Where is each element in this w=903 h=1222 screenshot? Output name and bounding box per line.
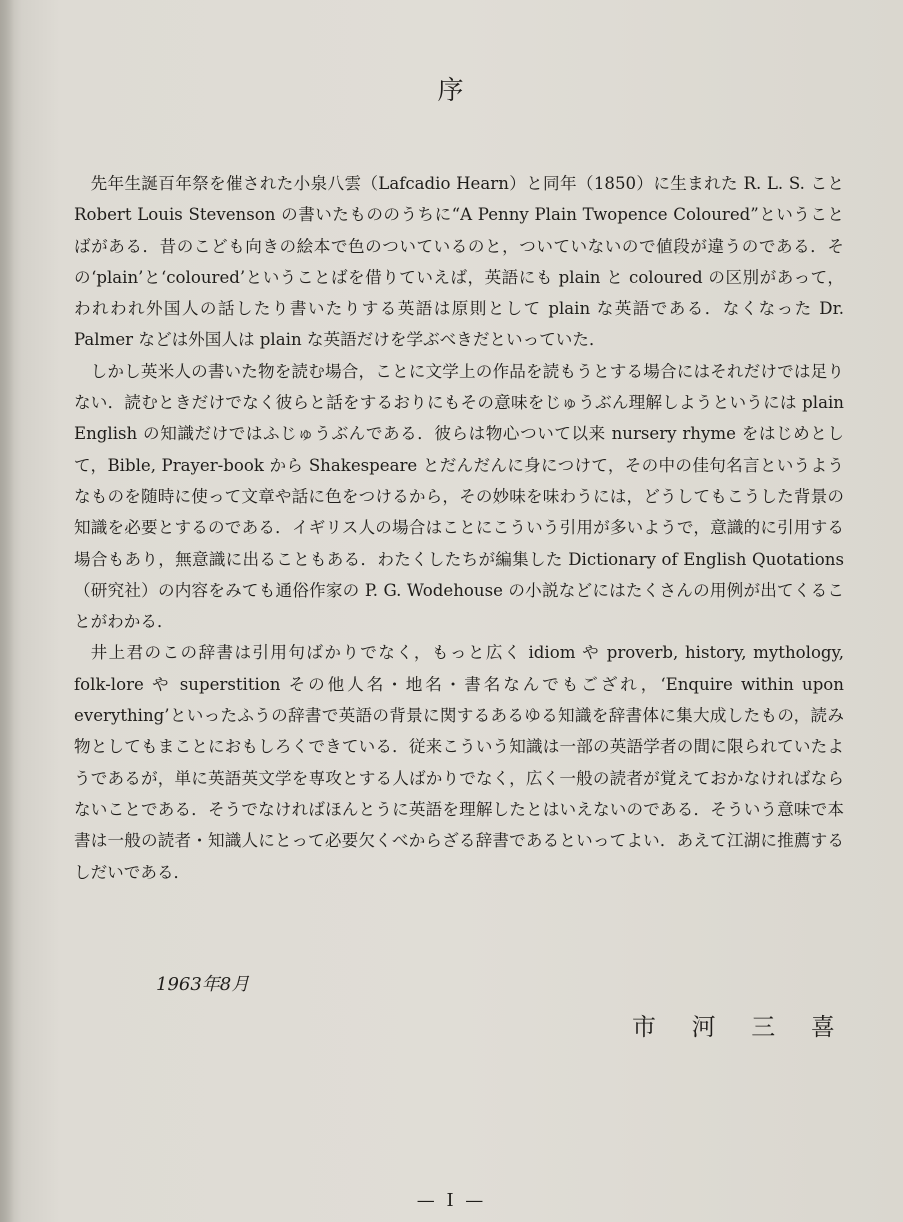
paragraph-1: 先年生誕百年祭を催された小泉八雲（Lafcadio Hearn）と同年（1850）に生まれた R. L. S. こと Robert Louis Stevenson の書いたもののうちに“A Penny Plain Twopence Coloured”ということばがある．昔のこども向きの絵本で色のついているのと，ついていないので値段が違うのである．その‘plain’と‘coloured’ということばを借りていえば，英語にも plain と coloured の区別があって，われわれ外国人の話したり書いたりする英語は原則として plain な英語である．なくなった Dr. Palmer などは外国人は plain な英語だけを学ぶべきだといっていた． [74, 174, 844, 350]
gutter-shadow [0, 0, 14, 1222]
author-signature: 市 河 三 喜 [632, 1013, 849, 1041]
page-number: — I — [416, 1190, 487, 1211]
paragraph-2: しかし英米人の書いた物を読む場合，ことに文学上の作品を読もうとする場合にはそれだけでは足りない．読むときだけでなく彼らと話をするおりにもその意味をじゅうぶん理解しようというには plain English の知識だけではふじゅうぶんである．彼らは物心ついて以来 nursery rhyme をはじめとして，Bible, Prayer-book から Shakespeare とだんだんに身につけて，その中の佳句名言というようなものを随時に使って文章や話に色をつけるから，その妙味を味わうには，どうしてもこうした背景の知識を必要とするのである．イギリス人の場合はことにこういう引用が多いようで，意識的に引用する場合もあり，無意識に出ることもある．わたくしたちが編集した Dictionary of English Quotations（研究社）の内容をみても通俗作家の P. G. Wodehouse の小説などにはたくさんの用例が出てくることがわかる． [74, 361, 844, 632]
date-line: 1963年8月 [156, 974, 250, 995]
preface-body [74, 168, 844, 888]
paragraph-3: 井上君のこの辞書は引用句ばかりでなく，もっと広く idiom や proverb, history, mythology, folk-lore や superstition その他人名・地名・書名なんでもござれ，‘Enquire within upon everything’といったふうの辞書で英語の背景に関するあるゆる知識を辞書体に集大成したもの，読み物としてもまことにおもしろくできている．従来こういう知識は一部の英語学者の間に限られていたようであるが，単に英語英文学を専攻とする人ばかりでなく，広く一般の読者が覚えておかなければならないことである．そうでなければほんとうに英語を理解したとはいえないのである．そういう意味で本書は一般の読者・知識人にとって必要欠くべからざる辞書であるといってよい．あえて江湖に推薦するしだいである． [74, 643, 844, 882]
page-title: 序 [437, 76, 466, 106]
